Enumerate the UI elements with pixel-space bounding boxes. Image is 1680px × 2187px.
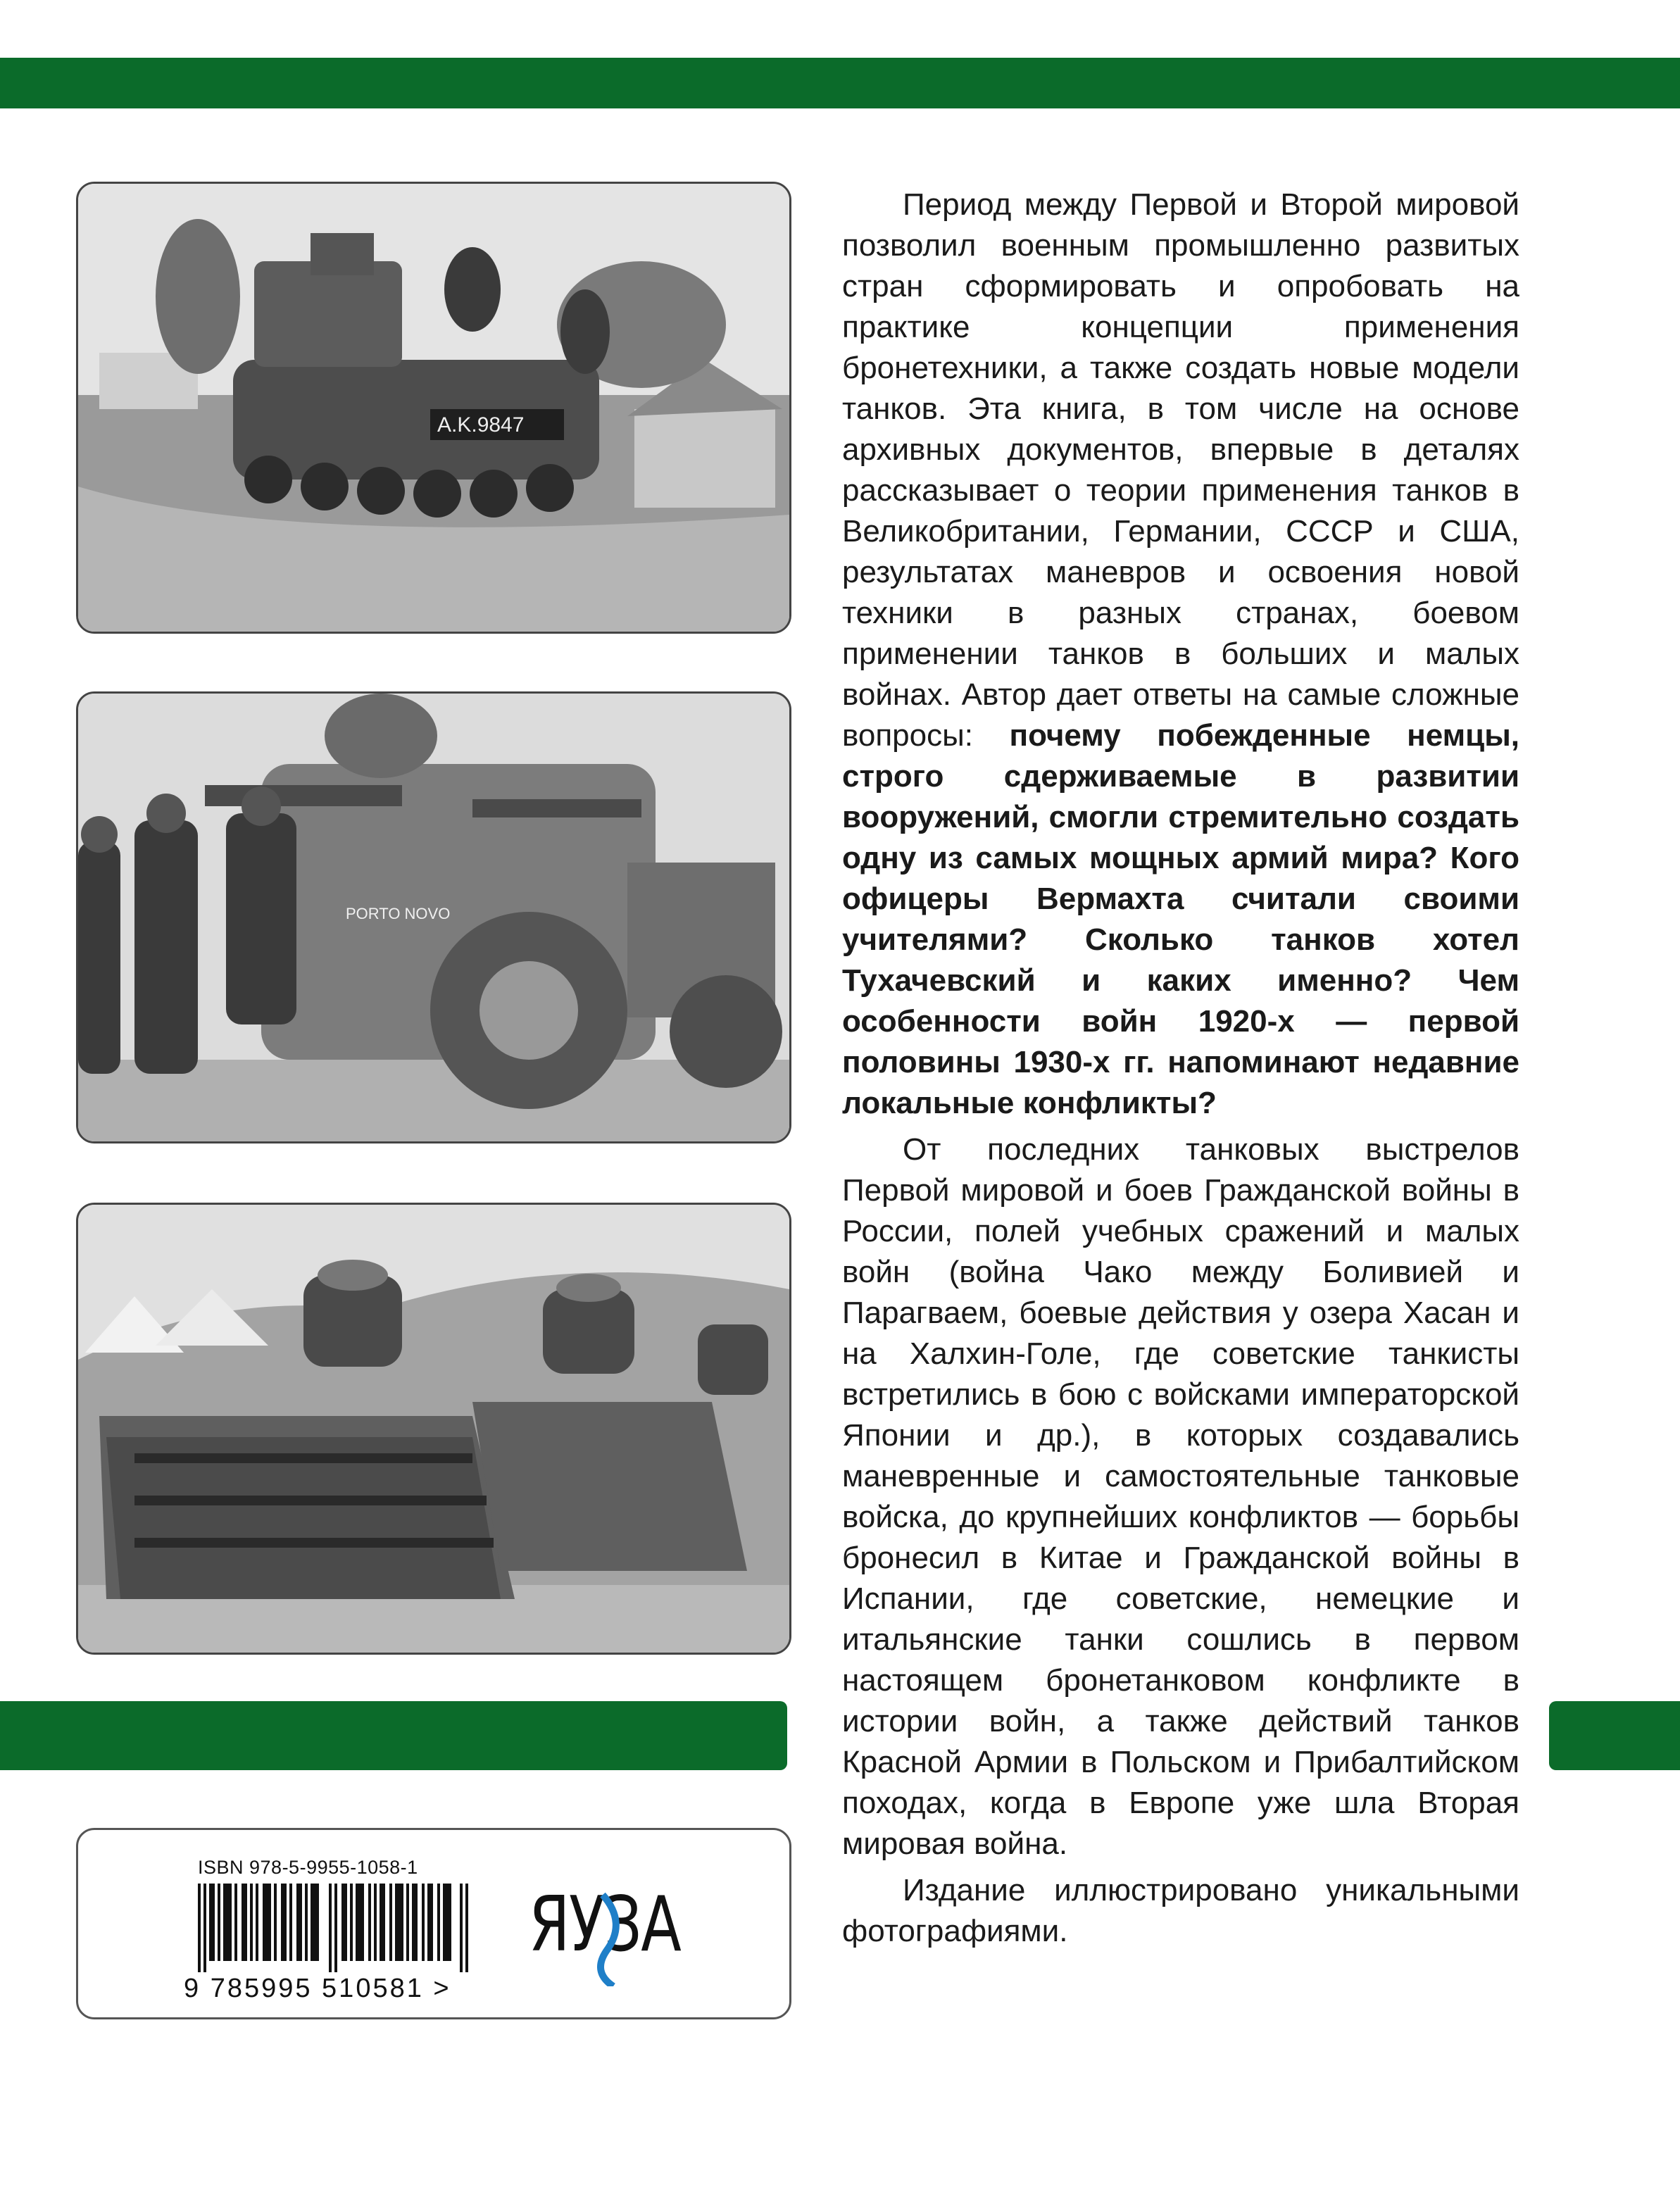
description-paragraph-2: От последних танковых выстрелов Первой мировой и боев Гражданской войны в России, полей учебных сражений и малых войн (война Чако между Боливией и Парагваем, боевые действия у озера Хасан и на Халхин-Голе, где советские танкисты встретились в бою с войсками императорской Японии и др.), в которых создавались маневренные и самостоятельные танковые войска, до крупнейших конфликтов — борьбы бронесил в Китае и Гражданской войны в Испании, где советские, немецкие и итальянские танки сошлись в первом настоящем бронетанковом конфликте в истории войн, а также действий танков Красной Армии в Польском и Прибалтийском походах, когда в Европе уже шла Вторая мировая война. <box>842 1132 1519 1861</box>
isbn-text: ISBN 978-5-9955-1058-1 <box>198 1857 418 1878</box>
barcode-digits: 9 785995 510581 > <box>184 1974 451 2003</box>
bottom-green-band-right <box>1549 1701 1680 1770</box>
barcode-bars <box>198 1884 472 1972</box>
armored-car-photo <box>76 691 791 1143</box>
publisher-logo-text: ЯУЗА <box>529 1881 681 1969</box>
top-green-band <box>0 58 1680 108</box>
description-paragraph-3: Издание иллюстрировано уникальными фотографиями. <box>842 1873 1519 1948</box>
light-tank-photo <box>76 182 791 634</box>
renault-tanks-photo <box>76 1203 791 1655</box>
bottom-green-band-left <box>0 1701 787 1770</box>
plate-number: A.K.9847 <box>437 413 525 437</box>
logo-river-wave <box>601 1895 616 1986</box>
publisher-logo <box>529 1867 705 1986</box>
description-paragraph-1: Период между Первой и Второй мировой позволил военным промышленно развитых стран сформировать и опробовать на практике концепции применения бронетехники, а также создать новые модели танков. Эта книга, в том числе на основе архивных документов, впервые в деталях рассказывает о теории применения танков в Великобритании, Германии, СССР и США, результатах маневров и освоения новой техники в разных странах, боевом применении танков в больших и малых войнах. Автор дает ответы на самые сложные вопросы: почему побежденные немцы, строго сдерживаемые в развитии вооружений, смогли стремительно создать одну из самых мощных армий мира? Кого офицеры Вермахта считали своими учителями? Сколько танков хотел Тухачевский и каких именно? Чем особенности войн 1920-х — первой половины 1930-х гг. напоминают недавние локальные конфликты? <box>842 187 1519 1120</box>
description-text <box>842 184 1519 1957</box>
description-bold-questions: почему побежденные немцы, строго сдерживаемые в развитии вооружений, смогли стремительно создать одну из самых мощных армий мира? Кого офицеры Вермахта считали своими учителями? Сколько танков хотел Тухачевский и каких именно? Чем особенности войн 1920-х — первой половины 1930-х гг. напоминают недавние локальные конфликты? <box>842 718 1519 1120</box>
car-name: PORTO NOVO <box>346 905 451 922</box>
barcode-panel <box>76 1828 791 2019</box>
